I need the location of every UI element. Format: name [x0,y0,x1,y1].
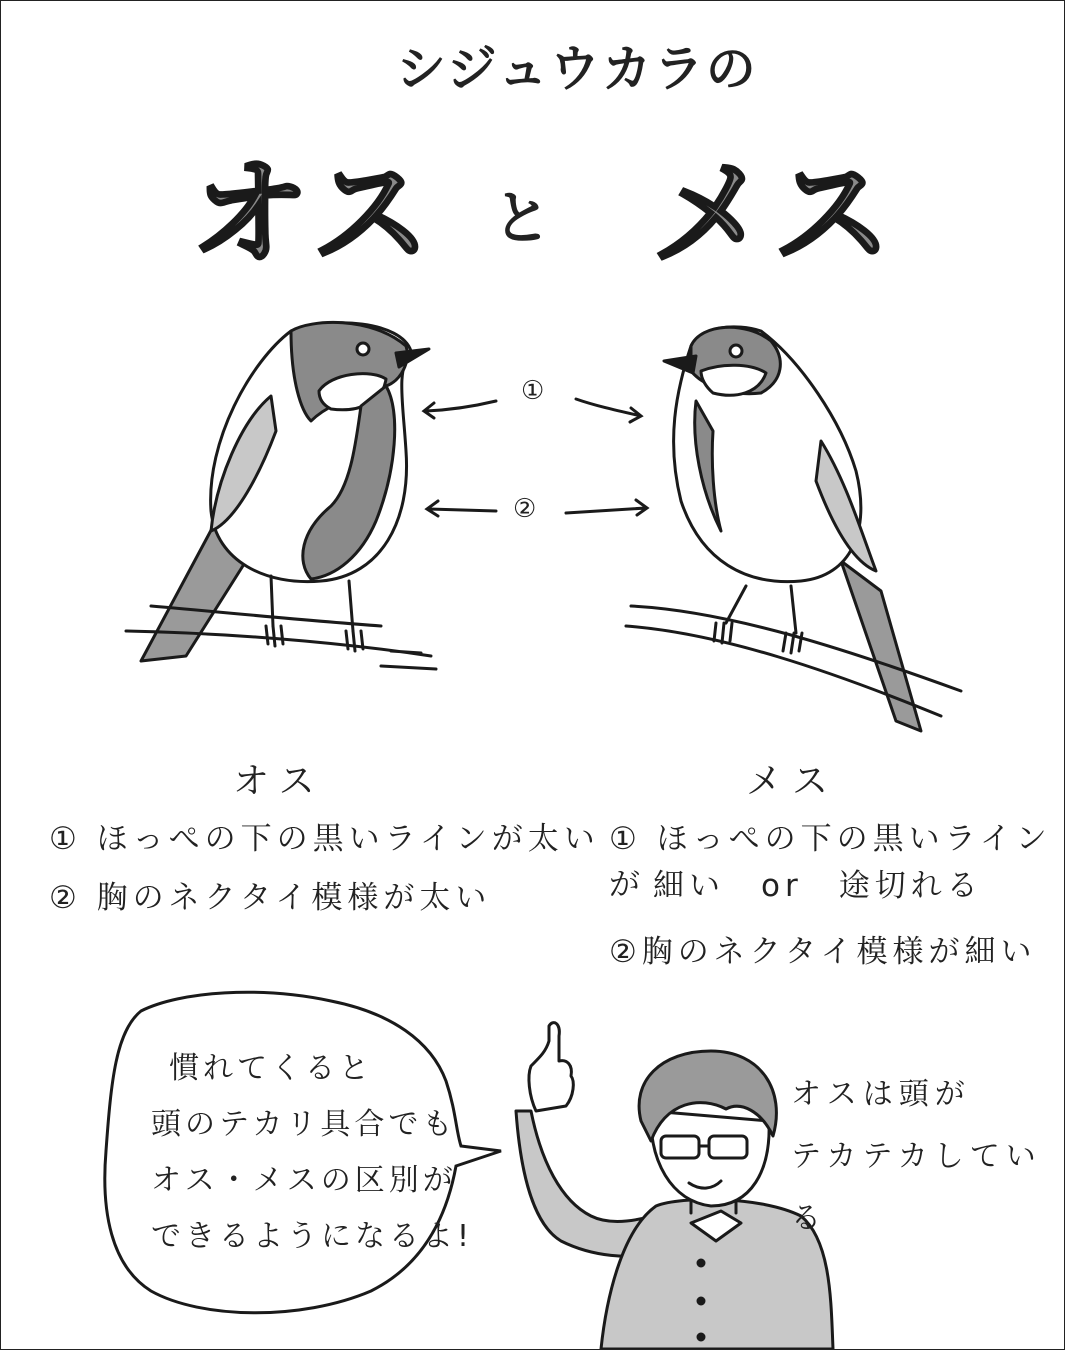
marker-1: ① [521,376,545,406]
female-bird-illustration [626,327,961,731]
person-illustration [516,1023,833,1349]
connector-text: と [493,184,552,252]
marker-2: ② [513,494,537,524]
male-label: オス [233,761,325,802]
male-title: オス [191,145,434,283]
speech-line-1: 慣れてくると [169,1051,373,1086]
male-bird-illustration [126,322,436,669]
speech-bubble-text [151,1041,473,1265]
male-point-1: ① ほっぺの下の黒いラインが太い [49,821,600,857]
side-note-line-1: オスは頭が [791,1077,971,1112]
female-point-2: ②胸のネクタイ模様が細い [609,934,1037,970]
male-point-2: ② 胸のネクタイ模様が太い [49,880,492,916]
speech-line-2: 頭のテカリ具合でも [151,1107,457,1142]
arrow-2-left [427,501,496,516]
speech-line-4: できるようになるよ! [151,1219,474,1254]
arrow-1-left [424,401,496,418]
female-point-1-line-1: ① ほっぺの下の黒いラインが [609,821,1052,903]
subtitle: シジュウカラの [396,40,758,98]
side-note-line-2: テカテカしている [791,1139,1042,1236]
arrow-2-right [566,500,647,515]
female-point-1-line-2: 細い or 途切れる [653,868,983,904]
female-title: メス [651,145,896,283]
side-note [791,1064,1064,1250]
speech-line-3: オス・メスの区別が [151,1163,457,1198]
female-label: メス [746,761,839,802]
arrow-1-right [576,399,641,422]
